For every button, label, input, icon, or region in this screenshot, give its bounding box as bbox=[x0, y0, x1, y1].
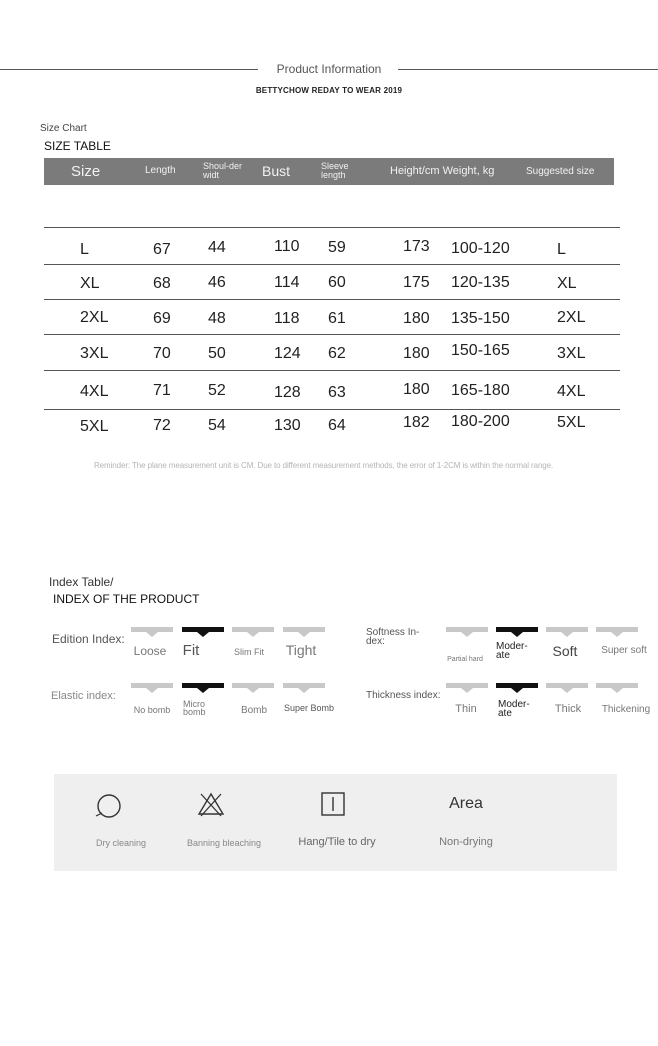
softness-seg-moderate bbox=[496, 627, 538, 632]
elastic-seg-micro-bomb bbox=[182, 683, 224, 688]
elastic-seg-super-bomb bbox=[283, 683, 325, 688]
softness-opt-soft: Soft bbox=[552, 643, 578, 659]
edition-opt-fit: Fit bbox=[182, 642, 200, 659]
cell-height: 180 bbox=[403, 381, 430, 398]
size-table-header bbox=[44, 158, 614, 185]
thickness-opt-thin: Thin bbox=[455, 703, 477, 715]
thickness-seg-thick bbox=[546, 683, 588, 688]
cell-height: 173 bbox=[403, 238, 430, 255]
elastic-seg-bomb bbox=[232, 683, 274, 688]
care-label-dry-cleaning: Dry cleaning bbox=[95, 838, 147, 848]
care-instructions-panel bbox=[54, 774, 617, 871]
cell-sleeve: 63 bbox=[328, 384, 346, 401]
cell-bust: 118 bbox=[274, 310, 300, 327]
dry-clean-icon bbox=[92, 792, 126, 820]
header-title: Product Information bbox=[276, 62, 382, 76]
elastic-opt-bomb: Bomb bbox=[240, 705, 268, 716]
row-divider bbox=[44, 334, 620, 335]
cell-suggested: 2XL bbox=[557, 309, 586, 326]
cell-size: L bbox=[80, 241, 89, 258]
cell-length: 71 bbox=[153, 382, 171, 399]
size-chart-label: Size Chart bbox=[40, 123, 87, 134]
cell-size: 2XL bbox=[80, 309, 109, 326]
cell-suggested: 5XL bbox=[557, 414, 586, 431]
elastic-opt-micro-bomb: Micro bomb bbox=[183, 699, 206, 717]
cell-suggested: 3XL bbox=[557, 345, 586, 362]
row-divider bbox=[44, 299, 620, 300]
measurement-reminder: Reminder: The plane measurement unit is CM. Due to different measurement methods, the error of 1-2CM is within the normal range. bbox=[94, 461, 554, 470]
cell-bust: 124 bbox=[274, 345, 301, 362]
edition-seg-slim-fit bbox=[232, 627, 274, 632]
softness-opt-moderate: Moder-ate bbox=[496, 641, 528, 661]
cell-bust: 110 bbox=[274, 238, 300, 255]
thickness-index-label: Thickness index: bbox=[366, 690, 441, 701]
cell-length: 70 bbox=[153, 345, 171, 362]
cell-weight: 100-120 bbox=[451, 240, 510, 257]
col-header-size: Size bbox=[71, 163, 101, 180]
cell-height: 175 bbox=[403, 274, 430, 291]
index-table-title: INDEX OF THE PRODUCT bbox=[53, 592, 200, 606]
cell-length: 69 bbox=[153, 310, 171, 327]
cell-height: 182 bbox=[403, 414, 430, 431]
thickness-seg-thin bbox=[446, 683, 488, 688]
cell-weight: 165-180 bbox=[451, 382, 510, 399]
cell-weight: 180-200 bbox=[451, 413, 510, 430]
softness-index-label: Softness In-dex: bbox=[366, 627, 420, 647]
cell-shoulder: 54 bbox=[208, 417, 226, 434]
cell-height: 180 bbox=[403, 310, 430, 327]
thickness-opt-thick: Thick bbox=[554, 703, 582, 715]
thickness-seg-moderate bbox=[496, 683, 538, 688]
softness-opt-partial-hard: Partial hard bbox=[447, 656, 483, 663]
hang-dry-icon bbox=[320, 790, 346, 818]
cell-bust: 114 bbox=[274, 274, 300, 291]
cell-suggested: L bbox=[557, 241, 566, 258]
cell-shoulder: 50 bbox=[208, 345, 226, 362]
cell-length: 72 bbox=[153, 417, 171, 434]
col-header-height-weight: Height/cm Weight, kg bbox=[390, 165, 495, 177]
cell-suggested: XL bbox=[557, 275, 577, 292]
cell-sleeve: 64 bbox=[328, 417, 346, 434]
cell-weight: 150-165 bbox=[451, 342, 510, 359]
size-table-title: SIZE TABLE bbox=[44, 139, 111, 153]
row-divider bbox=[44, 370, 620, 371]
edition-seg-fit bbox=[182, 627, 224, 632]
care-label-non-drying: Non-drying bbox=[439, 836, 493, 848]
cell-sleeve: 61 bbox=[328, 310, 346, 327]
cell-length: 68 bbox=[153, 275, 171, 292]
row-divider bbox=[44, 227, 620, 228]
edition-opt-slim-fit: Slim Fit bbox=[234, 647, 264, 657]
cell-weight: 120-135 bbox=[451, 274, 510, 291]
elastic-index-label: Elastic index: bbox=[51, 690, 116, 702]
col-header-suggested: Suggested size bbox=[526, 166, 595, 177]
edition-seg-loose bbox=[131, 627, 173, 632]
cell-shoulder: 46 bbox=[208, 274, 226, 291]
elastic-opt-no-bomb: No bomb bbox=[133, 705, 171, 715]
index-table-label: Index Table/ bbox=[49, 575, 114, 589]
elastic-opt-super-bomb: Super Bomb bbox=[283, 703, 335, 713]
col-header-bust: Bust bbox=[262, 163, 291, 179]
col-header-length: Length bbox=[145, 165, 176, 176]
cell-size: 5XL bbox=[80, 418, 109, 435]
care-label-hang-dry: Hang/Tile to dry bbox=[298, 836, 376, 848]
edition-seg-tight bbox=[283, 627, 325, 632]
col-header-shoulder: Shoul-der widt bbox=[203, 161, 243, 180]
cell-height: 180 bbox=[403, 345, 430, 362]
softness-seg-partial-hard bbox=[446, 627, 488, 632]
cell-bust: 130 bbox=[274, 417, 301, 434]
cell-sleeve: 62 bbox=[328, 345, 346, 362]
elastic-seg-no-bomb bbox=[131, 683, 173, 688]
cell-sleeve: 60 bbox=[328, 274, 346, 291]
area-text: Area bbox=[449, 795, 483, 812]
softness-seg-super-soft bbox=[596, 627, 638, 632]
cell-size: 4XL bbox=[80, 383, 109, 400]
edition-opt-tight: Tight bbox=[285, 642, 317, 658]
softness-opt-super-soft: Super soft bbox=[601, 645, 647, 656]
cell-shoulder: 48 bbox=[208, 310, 226, 327]
cell-length: 67 bbox=[153, 241, 171, 258]
care-label-banning-bleaching: Banning bleaching bbox=[186, 838, 262, 848]
no-bleach-icon bbox=[195, 790, 227, 818]
cell-shoulder: 52 bbox=[208, 382, 226, 399]
edition-opt-loose: Loose bbox=[133, 644, 167, 658]
header-subtitle: BETTYCHOW REDAY TO WEAR 2019 bbox=[255, 86, 403, 95]
cell-size: 3XL bbox=[80, 345, 109, 362]
thickness-opt-thickening: Thickening bbox=[601, 704, 651, 715]
cell-bust: 128 bbox=[274, 384, 301, 401]
cell-weight: 135-150 bbox=[451, 310, 510, 327]
thickness-opt-moderate: Moder-ate bbox=[498, 699, 530, 719]
cell-sleeve: 59 bbox=[328, 239, 346, 256]
thickness-seg-thickening bbox=[596, 683, 638, 688]
cell-shoulder: 44 bbox=[208, 239, 226, 256]
cell-size: XL bbox=[80, 275, 100, 292]
row-divider bbox=[44, 264, 620, 265]
row-divider bbox=[44, 409, 620, 410]
col-header-sleeve: Sleeve length bbox=[321, 161, 349, 180]
softness-seg-soft bbox=[546, 627, 588, 632]
edition-index-label: Edition Index: bbox=[52, 632, 125, 646]
cell-suggested: 4XL bbox=[557, 383, 586, 400]
